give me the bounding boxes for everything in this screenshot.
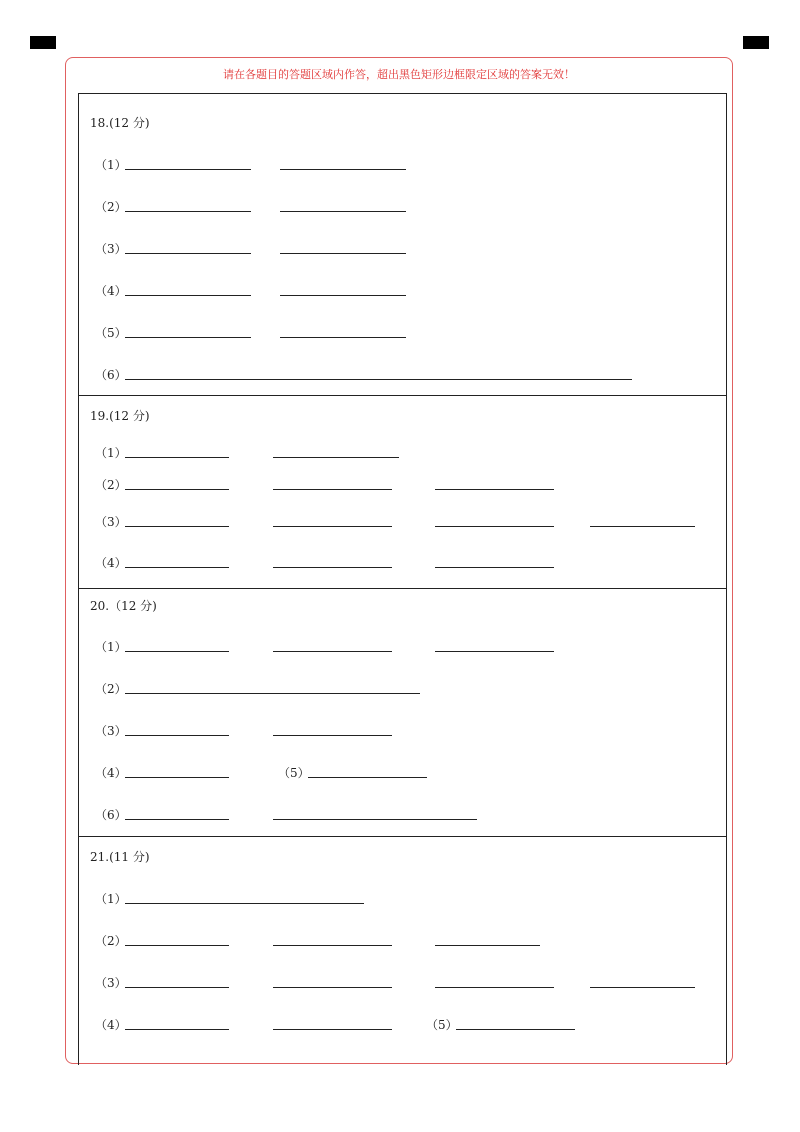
q19-row-3-blank-4[interactable]: [590, 526, 695, 527]
q21-row-3-blank-3[interactable]: [435, 987, 554, 988]
q18-row-4-blank-2[interactable]: [280, 295, 406, 296]
q18-row-1-blank-2[interactable]: [280, 169, 406, 170]
question-19-title: 19.(12 分): [90, 409, 150, 423]
q20-row-5-blank-1[interactable]: [308, 777, 427, 778]
section-divider: [79, 395, 726, 396]
question-18-title: 18.(12 分): [90, 116, 150, 130]
q19-row-4-blank-3[interactable]: [435, 567, 554, 568]
q19-row-1-blank-2[interactable]: [273, 457, 399, 458]
q18-row-5-blank-1[interactable]: [125, 337, 251, 338]
q18-row-1-label: （1）: [95, 158, 127, 172]
q21-row-2-label: （2）: [95, 934, 127, 948]
q19-row-3-blank-2[interactable]: [273, 526, 392, 527]
q20-row-3-blank-1[interactable]: [125, 735, 229, 736]
question-20-title: 20.（12 分): [90, 599, 157, 613]
q20-row-6-blank-2[interactable]: [273, 819, 477, 820]
q18-row-4-label: （4）: [95, 284, 127, 298]
answer-box: [78, 93, 727, 1065]
q21-row-2-blank-1[interactable]: [125, 945, 229, 946]
q20-row-2-label: （2）: [95, 682, 127, 696]
q20-row-1-blank-2[interactable]: [273, 651, 392, 652]
q20-row-3-blank-2[interactable]: [273, 735, 392, 736]
q19-row-4-blank-2[interactable]: [273, 567, 392, 568]
q19-row-3-blank-1[interactable]: [125, 526, 229, 527]
q18-row-6-blank-1[interactable]: [125, 379, 632, 380]
q19-row-4-blank-1[interactable]: [125, 567, 229, 568]
q21-row-2-blank-2[interactable]: [273, 945, 392, 946]
alignment-marker-right: [743, 36, 769, 49]
q18-row-5-label: （5）: [95, 326, 127, 340]
answer-region-notice: 请在各题目的答题区域内作答，超出黑色矩形边框限定区域的答案无效！: [223, 68, 575, 81]
q20-row-4-label: （4）: [95, 766, 127, 780]
section-divider: [79, 836, 726, 837]
q21-row-3-label: （3）: [95, 976, 127, 990]
q20-row-1-blank-3[interactable]: [435, 651, 554, 652]
q21-row-2-blank-3[interactable]: [435, 945, 540, 946]
q21-row-4-blank-1[interactable]: [125, 1029, 229, 1030]
q18-row-3-blank-2[interactable]: [280, 253, 406, 254]
q20-row-2-blank-1[interactable]: [125, 693, 420, 694]
alignment-marker-left: [30, 36, 56, 49]
q21-row-1-label: （1）: [95, 892, 127, 906]
q21-row-3-blank-2[interactable]: [273, 987, 392, 988]
q20-row-1-label: （1）: [95, 640, 127, 654]
q21-row-5-blank-1[interactable]: [456, 1029, 575, 1030]
q19-row-2-blank-2[interactable]: [273, 489, 392, 490]
q19-row-3-blank-3[interactable]: [435, 526, 554, 527]
q19-row-2-blank-1[interactable]: [125, 489, 229, 490]
q21-row-5-label: （5）: [426, 1018, 458, 1032]
q21-row-1-blank-1[interactable]: [125, 903, 364, 904]
q18-row-5-blank-2[interactable]: [280, 337, 406, 338]
q18-row-4-blank-1[interactable]: [125, 295, 251, 296]
q21-row-4-blank-2[interactable]: [273, 1029, 392, 1030]
q19-row-3-label: （3）: [95, 515, 127, 529]
q19-row-2-blank-3[interactable]: [435, 489, 554, 490]
q20-row-6-blank-1[interactable]: [125, 819, 229, 820]
q18-row-3-blank-1[interactable]: [125, 253, 251, 254]
q18-row-2-label: （2）: [95, 200, 127, 214]
q21-row-4-label: （4）: [95, 1018, 127, 1032]
q21-row-3-blank-1[interactable]: [125, 987, 229, 988]
q18-row-2-blank-1[interactable]: [125, 211, 251, 212]
q20-row-5-label: （5）: [278, 766, 310, 780]
q19-row-2-label: （2）: [95, 478, 127, 492]
q20-row-1-blank-1[interactable]: [125, 651, 229, 652]
q20-row-6-label: （6）: [95, 808, 127, 822]
section-divider: [79, 588, 726, 589]
q20-row-4-blank-1[interactable]: [125, 777, 229, 778]
question-21-title: 21.(11 分): [90, 850, 150, 864]
q21-row-3-blank-4[interactable]: [590, 987, 695, 988]
q20-row-3-label: （3）: [95, 724, 127, 738]
q19-row-4-label: （4）: [95, 556, 127, 570]
q18-row-3-label: （3）: [95, 242, 127, 256]
q19-row-1-blank-1[interactable]: [125, 457, 229, 458]
q18-row-1-blank-1[interactable]: [125, 169, 251, 170]
q18-row-6-label: （6）: [95, 368, 127, 382]
q18-row-2-blank-2[interactable]: [280, 211, 406, 212]
q19-row-1-label: （1）: [95, 446, 127, 460]
